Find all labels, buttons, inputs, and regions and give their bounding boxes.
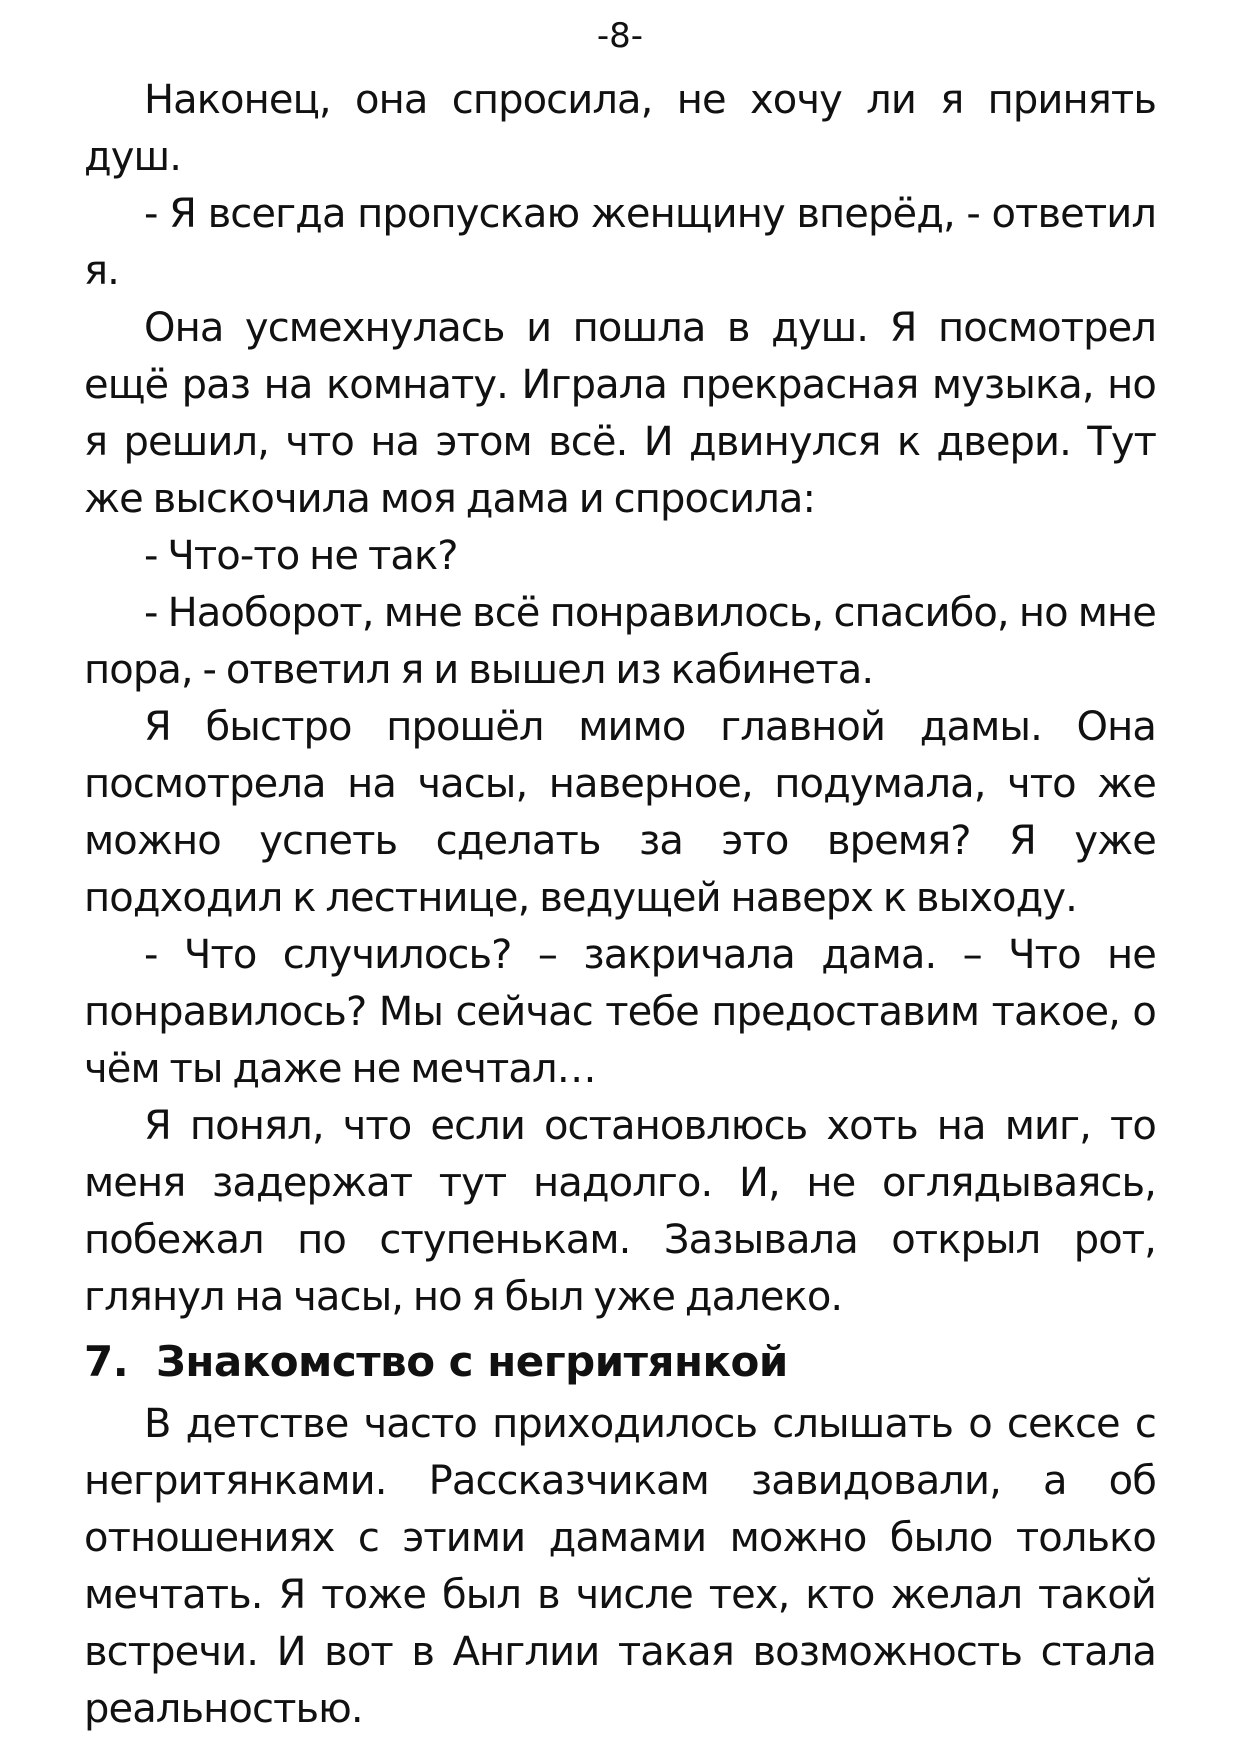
section-heading (84, 1332, 1156, 1392)
paragraph: Я понял, что если остановлюсь хоть на миг, то меня задержат тут надолго. И, не оглядываясь, побежал по ступенькам. Зазывала открыл рот, глянул на часы, но я был уже далеко. (84, 1103, 1156, 1320)
section-number: 7. (84, 1337, 129, 1386)
paragraph: - Что-то не так? (144, 533, 458, 579)
paragraph: В детстве часто приходилось слышать о сексе с негритянками. Рассказчикам завидовали, а об отношениях с этими дамами можно было только мечтать. Я тоже был в числе тех, кто желал такой встречи. И вот в Англии такая возможность стала реальностью. (84, 1401, 1156, 1732)
paragraph: Она усмехнулась и пошла в душ. Я посмотрел ещё раз на комнату. Играла прекрасная музыка, но я решил, что на этом всё. И двинулся к двери. Тут же выскочила моя дама и спросила: (84, 305, 1156, 522)
paragraph: - Я всегда пропускаю женщину вперёд, - ответил я. (84, 191, 1156, 294)
page-number: -8- (596, 16, 644, 56)
page-body (84, 72, 1156, 1738)
paragraph: - Наоборот, мне всё понравилось, спасибо, но мне пора, - ответил я и вышел из кабинета. (84, 590, 1156, 693)
paragraph: Наконец, она спросила, не хочу ли я принять душ. (84, 77, 1156, 180)
paragraph: - Что случилось? – закричала дама. – Что не понравилось? Мы сейчас тебе предоставим такое, о чём ты даже не мечтал… (84, 932, 1156, 1092)
section-title: Знакомство с негритянкой (156, 1337, 788, 1386)
paragraph: Я быстро прошёл мимо главной дамы. Она посмотрела на часы, наверное, подумала, что же можно успеть сделать за это время? Я уже подходил к лестнице, ведущей наверх к выходу. (84, 704, 1156, 921)
